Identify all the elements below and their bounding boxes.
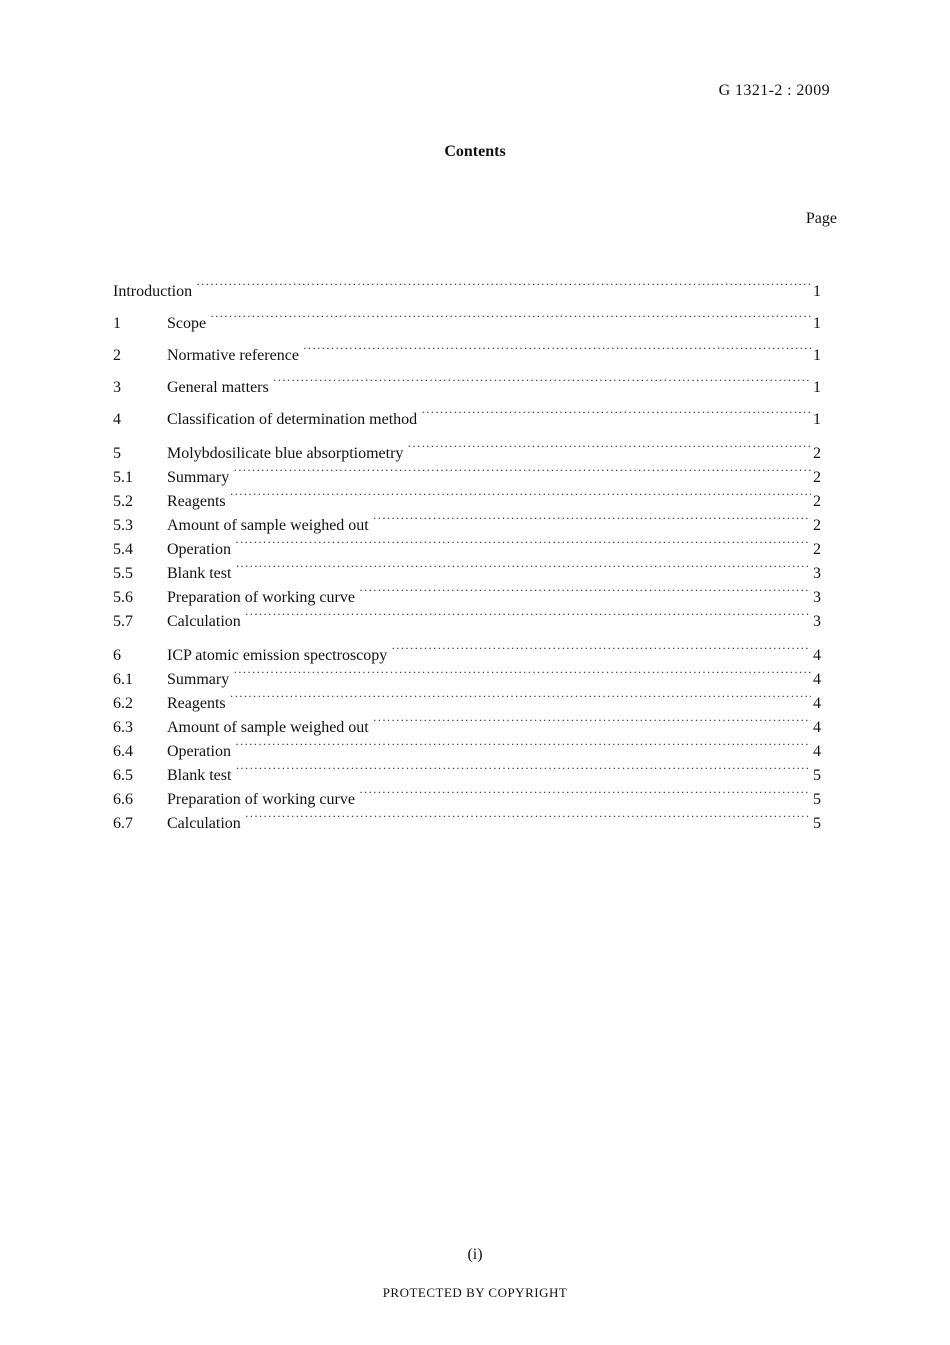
toc-page-number: 4 bbox=[813, 647, 821, 664]
toc-number: 3 bbox=[113, 379, 121, 396]
toc-number: 6.6 bbox=[113, 791, 133, 808]
toc-label: Calculation bbox=[167, 613, 241, 630]
toc-page-number: 4 bbox=[813, 743, 821, 760]
toc-number: 5.2 bbox=[113, 493, 133, 510]
toc-page-number: 5 bbox=[813, 767, 821, 784]
table-of-contents bbox=[113, 272, 821, 832]
toc-label: ICP atomic emission spectroscopy bbox=[167, 647, 388, 664]
toc-dot-leader bbox=[230, 482, 811, 506]
toc-label: Introduction bbox=[113, 283, 193, 300]
toc-dot-leader bbox=[359, 578, 811, 602]
toc-dot-leader bbox=[235, 554, 811, 578]
toc-number: 6.3 bbox=[113, 719, 133, 736]
toc-page-number: 4 bbox=[813, 671, 821, 688]
toc-label: Scope bbox=[167, 315, 207, 332]
toc-label: General matters bbox=[167, 379, 269, 396]
toc-page-number: 2 bbox=[813, 445, 821, 462]
toc-dot-leader bbox=[407, 434, 811, 458]
toc-number: 6.4 bbox=[113, 743, 133, 760]
toc-number: 6.2 bbox=[113, 695, 133, 712]
toc-number: 6.1 bbox=[113, 671, 133, 688]
toc-dot-leader bbox=[273, 368, 811, 392]
toc-number: 6.7 bbox=[113, 815, 133, 832]
toc-label: Normative reference bbox=[167, 347, 299, 364]
toc-number: 6 bbox=[113, 647, 121, 664]
toc-number: 5 bbox=[113, 445, 121, 462]
toc-label: Calculation bbox=[167, 815, 241, 832]
toc-label: Molybdosilicate blue absorptiometry bbox=[167, 445, 404, 462]
toc-page-number: 3 bbox=[813, 613, 821, 630]
toc-label: Operation bbox=[167, 743, 231, 760]
toc-number: 5.4 bbox=[113, 541, 133, 558]
toc-number: 6.5 bbox=[113, 767, 133, 784]
toc-page-number: 2 bbox=[813, 469, 821, 486]
toc-dot-leader bbox=[233, 458, 811, 482]
toc-label: Classification of determination method bbox=[167, 411, 418, 428]
toc-number: 5.6 bbox=[113, 589, 133, 606]
toc-dot-leader bbox=[245, 602, 811, 626]
toc-number: 5.3 bbox=[113, 517, 133, 534]
toc-page-number: 3 bbox=[813, 565, 821, 582]
toc-page-number: 1 bbox=[813, 379, 821, 396]
toc-page-number: 1 bbox=[813, 283, 821, 300]
toc-dot-leader bbox=[230, 684, 811, 708]
toc-entry[interactable] bbox=[113, 304, 821, 332]
toc-label: Operation bbox=[167, 541, 231, 558]
toc-dot-leader bbox=[373, 506, 811, 530]
toc-dot-leader bbox=[359, 780, 811, 804]
toc-number: 1 bbox=[113, 315, 121, 332]
toc-dot-leader bbox=[421, 400, 811, 424]
toc-entry[interactable] bbox=[113, 400, 821, 428]
toc-number: 5.7 bbox=[113, 613, 133, 630]
toc-entry-introduction[interactable] bbox=[113, 272, 821, 300]
toc-dot-leader bbox=[233, 660, 811, 684]
toc-page-number: 1 bbox=[813, 315, 821, 332]
toc-dot-leader bbox=[196, 272, 811, 296]
toc-number: 2 bbox=[113, 347, 121, 364]
toc-label: Reagents bbox=[167, 695, 226, 712]
toc-label: Preparation of working curve bbox=[167, 589, 355, 606]
toc-page-number: 2 bbox=[813, 541, 821, 558]
page-title: Contents bbox=[444, 143, 506, 160]
footer-page-number: (i) bbox=[467, 1246, 483, 1263]
toc-page-number: 5 bbox=[813, 815, 821, 832]
toc-label: Amount of sample weighed out bbox=[167, 517, 369, 534]
toc-label: Amount of sample weighed out bbox=[167, 719, 369, 736]
toc-page-number: 1 bbox=[813, 347, 821, 364]
standard-number: G 1321-2 : 2009 bbox=[718, 82, 830, 99]
toc-page-number: 2 bbox=[813, 517, 821, 534]
toc-page-number: 3 bbox=[813, 589, 821, 606]
toc-number: 5.1 bbox=[113, 469, 133, 486]
toc-dot-leader bbox=[391, 636, 811, 660]
toc-label: Blank test bbox=[167, 767, 232, 784]
page-column-label: Page bbox=[805, 210, 837, 227]
toc-entry[interactable] bbox=[113, 336, 821, 364]
toc-page-number: 2 bbox=[813, 493, 821, 510]
toc-page-number: 5 bbox=[813, 791, 821, 808]
toc-dot-leader bbox=[210, 304, 811, 328]
toc-number: 5.5 bbox=[113, 565, 133, 582]
toc-label: Preparation of working curve bbox=[167, 791, 355, 808]
toc-label: Reagents bbox=[167, 493, 226, 510]
toc-dot-leader bbox=[373, 708, 811, 732]
toc-page-number: 4 bbox=[813, 695, 821, 712]
toc-number: 4 bbox=[113, 411, 121, 428]
toc-dot-leader bbox=[235, 732, 811, 756]
toc-page-number: 4 bbox=[813, 719, 821, 736]
toc-entry-section-5[interactable] bbox=[113, 434, 821, 462]
toc-label: Blank test bbox=[167, 565, 232, 582]
toc-dot-leader bbox=[303, 336, 811, 360]
toc-page-number: 1 bbox=[813, 411, 821, 428]
toc-dot-leader bbox=[245, 804, 811, 828]
toc-entry-section-6[interactable] bbox=[113, 636, 821, 664]
toc-label: Summary bbox=[167, 671, 230, 688]
toc-label: Summary bbox=[167, 469, 230, 486]
toc-dot-leader bbox=[235, 530, 811, 554]
toc-entry[interactable] bbox=[113, 368, 821, 396]
toc-dot-leader bbox=[235, 756, 811, 780]
copyright-notice: PROTECTED BY COPYRIGHT bbox=[382, 1285, 568, 1300]
